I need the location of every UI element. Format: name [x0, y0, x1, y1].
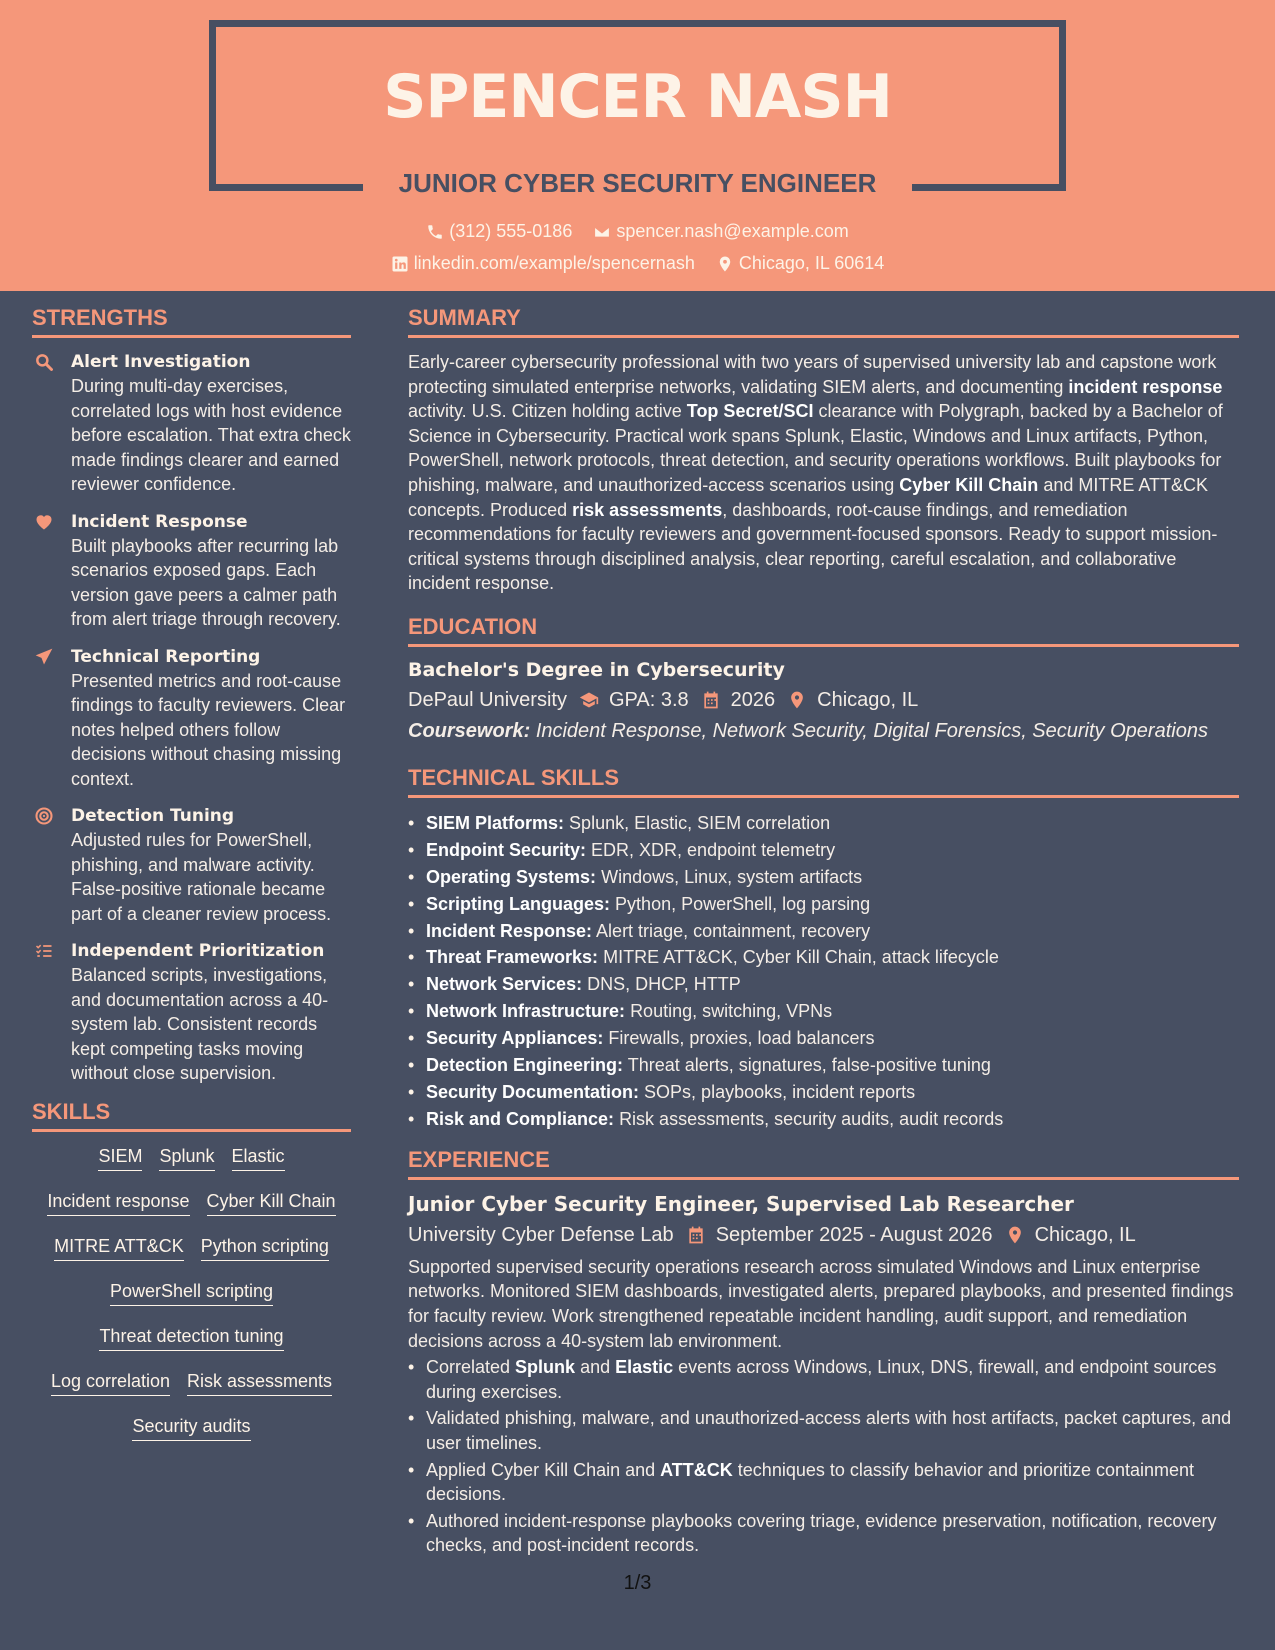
strength-description: Balanced scripts, investigations, and documentation across a 40-system lab. Consistent records kept competing tasks moving without close supervision. [71, 965, 329, 1083]
location: Chicago, IL 60614 [716, 253, 884, 274]
skill-chip: Security audits [132, 1414, 250, 1441]
graduation-year: 2026 [730, 688, 776, 711]
skill-row [32, 1234, 351, 1279]
email[interactable]: spencer.nash@example.com [593, 221, 848, 242]
summary-segment: clearance with Polygraph, backed by a Bachelor of Science in Cybersecurity. Practical work spans Splunk, Elastic, Windows and Linux artifacts, Python, PowerShell, network protocols, threat detection, and security operations workflows. Built playbooks for phishing, malware, and unauthorized-access scenarios using [408, 401, 1223, 495]
target-icon [34, 806, 54, 826]
skill-values: EDR, XDR, endpoint telemetry [591, 839, 836, 860]
skill-values: Splunk, Elastic, SIEM correlation [569, 812, 831, 833]
school: DePaul University [408, 688, 567, 711]
skill-values: Alert triage, containment, recovery [596, 920, 871, 941]
skill-chip: Cyber Kill Chain [207, 1189, 336, 1216]
experience-dates: September 2025 - August 2026 [715, 1223, 993, 1246]
skill-chip: Python scripting [201, 1234, 329, 1261]
skill-category: Operating Systems: [426, 866, 597, 887]
skills-heading: SKILLS [32, 1099, 351, 1132]
technical-skill-item [408, 1079, 1239, 1106]
summary-highlight: risk assessments [572, 499, 723, 520]
skill-category: Risk and Compliance: [426, 1108, 615, 1129]
strength-title: Technical Reporting [71, 646, 261, 667]
strength-item [32, 939, 351, 1086]
strength-title: Incident Response [71, 511, 248, 532]
search-icon [34, 352, 54, 372]
skill-chip: Risk assessments [187, 1369, 332, 1396]
technical-skill-item [408, 1025, 1239, 1052]
experience-location: Chicago, IL [1034, 1223, 1136, 1246]
job-title: JUNIOR CYBER SECURITY ENGINEER [398, 168, 877, 198]
skills-cloud [32, 1144, 351, 1459]
skill-chip: MITRE ATT&CK [54, 1234, 184, 1261]
contact-row-1 [0, 221, 1275, 246]
bullet-segment: Validated phishing, malware, and unauthorized-access alerts with host artifacts, packet captures, and user timelines. [426, 1408, 1232, 1453]
summary-highlight: Top Secret/SCI [686, 401, 814, 422]
strength-item [32, 804, 351, 926]
skill-values: Threat alerts, signatures, false-positive tuning [627, 1055, 991, 1076]
skill-values: SOPs, playbooks, incident reports [644, 1082, 916, 1102]
strength-item [32, 645, 351, 792]
skill-category: Endpoint Security: [426, 839, 587, 860]
education-details [408, 689, 1239, 712]
phone-icon [426, 223, 444, 241]
skill-chip: Threat detection tuning [99, 1324, 283, 1351]
left-column [32, 305, 351, 1459]
summary-segment: activity. U.S. Citizen holding active [408, 401, 687, 422]
linkedin-icon [391, 255, 409, 273]
skill-row [32, 1279, 351, 1324]
technical-skills-list [408, 810, 1239, 1133]
paper-plane-icon [34, 647, 54, 667]
technical-skill-item [408, 837, 1239, 864]
page-number: 1/3 [623, 1572, 652, 1594]
gpa: GPA: 3.8 [608, 688, 689, 711]
envelope-icon [593, 223, 611, 241]
strengths-heading: STRENGTHS [32, 305, 351, 338]
experience-details [408, 1224, 1239, 1247]
experience-description: Supported supervised security operations research across simulated Windows and Linux enterprise networks. Monitored SIEM dashboards, investigated alerts, prepared playbooks, and presented findings for faculty review. Work strengthened repeatable incident handling, audit support, and remediation decisions across a 40-system lab environment. [408, 1256, 1234, 1351]
bullet-highlight: Splunk [515, 1357, 576, 1378]
strength-item [32, 350, 351, 497]
bullet-segment: Authored incident-response playbooks covering triage, evidence preservation, notification, recovery checks, and post-incident records. [426, 1510, 1217, 1556]
strength-item [32, 510, 351, 632]
technical-skill-item [408, 918, 1239, 945]
skill-chip: PowerShell scripting [110, 1279, 273, 1306]
strength-description: Built playbooks after recurring lab scenarios exposed gaps. Each version gave peers a calmer path from alert triage through recovery. [71, 535, 341, 629]
education-location: Chicago, IL [817, 688, 919, 711]
calendar-icon [701, 690, 721, 710]
header-banner [0, 0, 1275, 291]
map-pin-icon [1005, 1225, 1025, 1245]
skill-values: Windows, Linux, system artifacts [601, 866, 863, 887]
bullet-segment: Applied Cyber Kill Chain and [426, 1459, 661, 1480]
skill-values: MITRE ATT&CK, Cyber Kill Chain, attack lifecycle [603, 947, 999, 968]
skill-chip: Elastic [232, 1144, 285, 1171]
skill-values: Risk assessments, security audits, audit records [619, 1108, 1004, 1129]
coursework: Coursework: Incident Response, Network Security, Digital Forensics, Security Operations [408, 719, 1208, 742]
skill-category: Scripting Languages: [426, 893, 611, 914]
bullet-segment: and [575, 1357, 616, 1378]
skill-values: Routing, switching, VPNs [630, 1001, 833, 1022]
skill-category: Security Appliances: [426, 1028, 604, 1049]
degree: Bachelor's Degree in Cybersecurity [408, 658, 785, 681]
skill-values: Firewalls, proxies, load balancers [608, 1028, 875, 1049]
experience-bullet [408, 1406, 1239, 1455]
bullet-highlight: ATT&CK [660, 1459, 733, 1480]
experience-title: Junior Cyber Security Engineer, Supervised Lab Researcher [408, 1191, 1074, 1216]
summary-heading: SUMMARY [408, 305, 1239, 338]
strength-description: During multi-day exercises, correlated logs with host evidence before escalation. That extra check made findings clearer and earned reviewer confidence. [71, 376, 351, 494]
right-column [408, 305, 1239, 1560]
skill-row [32, 1369, 351, 1414]
skill-values: DNS, DHCP, HTTP [587, 974, 741, 995]
bullet-highlight: Elastic [615, 1357, 674, 1378]
skill-row [32, 1414, 351, 1459]
experience-bullet [408, 1509, 1239, 1558]
experience-heading: EXPERIENCE [408, 1147, 1239, 1180]
experience-bullets [408, 1355, 1239, 1558]
skill-values: Python, PowerShell, log parsing [615, 893, 871, 914]
bullet-segment: events across Windows, Linux, DNS, firewall, and endpoint sources during exercises. [426, 1357, 1217, 1402]
skill-row [32, 1324, 351, 1369]
contact-row-2 [0, 253, 1275, 278]
skill-category: Detection Engineering: [426, 1055, 624, 1076]
technical-skill-item [408, 810, 1239, 837]
skill-row [32, 1189, 351, 1234]
map-pin-icon [716, 255, 734, 273]
technical-skills-heading: TECHNICAL SKILLS [408, 765, 1239, 798]
summary-highlight: Cyber Kill Chain [899, 474, 1039, 495]
bullet-segment: techniques to classify behavior and prioritize containment decisions. [426, 1459, 1195, 1505]
summary-segment: , dashboards, root-cause findings, and remediation recommendations for faculty reviewers and government-focused sponsors. Ready to support mission-critical systems through disciplined analysis, clear reporting, careful escalation, and collaborative incident response. [408, 499, 1218, 594]
organization: University Cyber Defense Lab [408, 1223, 674, 1246]
map-pin-icon [787, 690, 807, 710]
strength-description: Presented metrics and root-cause findings to faculty reviewers. Clear notes helped others follow decisions without chasing missing context. [71, 670, 346, 789]
skill-category: Security Documentation: [426, 1082, 640, 1102]
heart-icon [34, 512, 54, 532]
skill-chip: SIEM [98, 1144, 142, 1171]
bullet-segment: Correlated [426, 1357, 516, 1378]
education-heading: EDUCATION [408, 614, 1239, 647]
skill-category: Threat Frameworks: [426, 947, 599, 968]
phone[interactable]: (312) 555-0186 [426, 221, 572, 242]
experience-bullet [408, 1458, 1239, 1507]
skill-chip: Splunk [159, 1144, 214, 1171]
skill-category: Network Infrastructure: [426, 1001, 626, 1022]
technical-skill-item [408, 971, 1239, 998]
skill-chip: Log correlation [51, 1369, 170, 1396]
graduation-cap-icon [579, 690, 599, 710]
skill-row [32, 1144, 351, 1189]
strength-title: Independent Prioritization [71, 941, 325, 961]
strengths-list [32, 350, 351, 1086]
skill-category: SIEM Platforms: [426, 812, 565, 833]
strength-description: Adjusted rules for PowerShell, phishing, and malware activity. False-positive rationale became part of a cleaner review process. [71, 830, 332, 924]
skill-chip: Incident response [47, 1189, 189, 1216]
technical-skill-item [408, 1106, 1239, 1133]
summary-segment: and MITRE ATT&CK concepts. Produced [408, 474, 1209, 520]
technical-skill-item [408, 891, 1239, 918]
summary-text [408, 350, 1239, 596]
candidate-name: SPENCER NASH [383, 62, 892, 132]
linkedin[interactable]: linkedin.com/example/spencernash [391, 253, 695, 274]
task-list-icon [34, 941, 54, 961]
technical-skill-item [408, 998, 1239, 1025]
technical-skill-item [408, 1052, 1239, 1079]
summary-highlight: incident response [1068, 376, 1223, 397]
calendar-icon [686, 1225, 706, 1245]
strength-title: Detection Tuning [71, 806, 235, 826]
skill-category: Incident Response: [426, 920, 593, 941]
strength-title: Alert Investigation [71, 352, 251, 372]
summary-segment: Early-career cybersecurity professional with two years of supervised university lab and capstone work protecting simulated enterprise networks, validating SIEM alerts, and documenting [408, 352, 1217, 397]
experience-bullet [408, 1355, 1239, 1404]
skill-category: Network Services: [426, 974, 583, 995]
technical-skill-item [408, 944, 1239, 971]
technical-skill-item [408, 864, 1239, 891]
